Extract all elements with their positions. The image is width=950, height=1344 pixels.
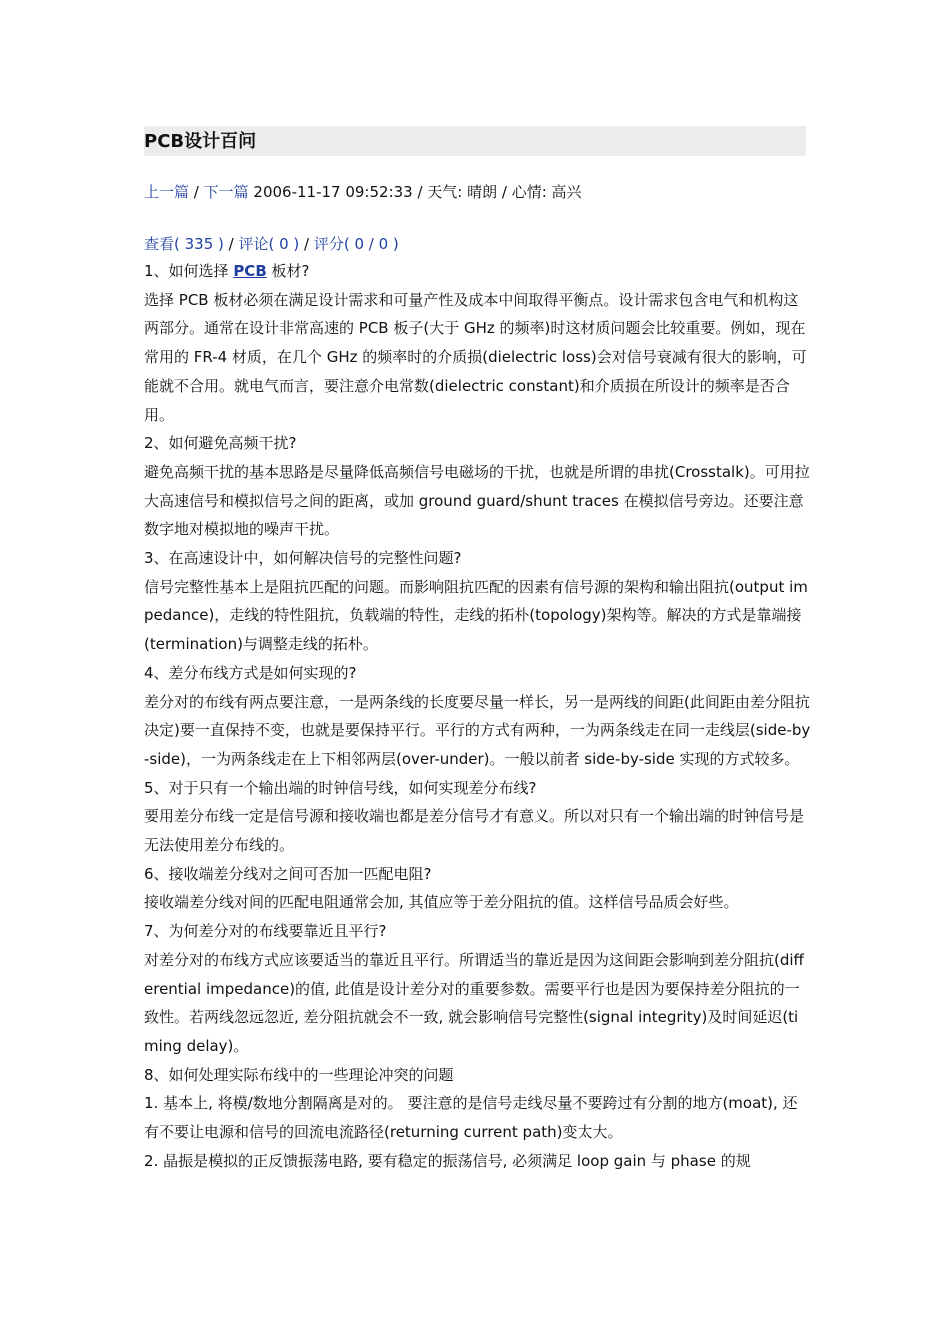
- question-3: 3、在高速设计中，如何解决信号的完整性问题?: [144, 549, 462, 568]
- answer-1: 选择 PCB 板材必须在满足设计需求和可量产性及成本中间取得平衡点。设计需求包含电气和机构这两部分。通常在设计非常高速的 PCB 板子(大于 GHz 的频率)时这材质问题会比较重要。例如，现在常用的 FR-4 材质，在几个 GHz 的频率时的介质损(dielectric loss)会对信号衰减有很大的影响，可能就不合用。就电气而言，要注意介电常数(dielectric constant)和介质损在所设计的频率是否合用。: [144, 290, 807, 424]
- comments-link[interactable]: 评论( 0 ): [238, 235, 300, 253]
- answer-2: 避免高频干扰的基本思路是尽量降低高频信号电磁场的干扰，也就是所谓的串扰(Crosstalk)。可用拉大高速信号和模拟信号之间的距离，或加 ground guard/shunt traces 在模拟信号旁边。还要注意数字地对模拟地的噪声干扰。: [144, 462, 810, 539]
- article-stats: [144, 233, 399, 255]
- answer-8-point-2: 2. 晶振是模拟的正反馈振荡电路, 要有稳定的振荡信号, 必须满足 loop gain 与 phase 的规: [144, 1151, 751, 1170]
- question-4: 4、差分布线方式是如何实现的?: [144, 663, 357, 682]
- answer-3: 信号完整性基本上是阻抗匹配的问题。而影响阻抗匹配的因素有信号源的架构和输出阻抗(output impedance)，走线的特性阻抗，负载端的特性，走线的拓朴(topology)架构等。解决的方式是靠端接(termination)与调整走线的拓朴。: [144, 577, 808, 654]
- answer-8-point-1: 1. 基本上, 将模/数地分割隔离是对的。 要注意的是信号走线尽量不要跨过有分割的地方(moat), 还有不要让电源和信号的回流电流路径(returning current path)变太大。: [144, 1094, 798, 1142]
- question-6: 6、接收端差分线对之间可否加一匹配电阻?: [144, 864, 432, 883]
- stats-separator: /: [223, 235, 239, 253]
- views-link[interactable]: 查看( 335 ): [144, 235, 224, 253]
- answer-7: 对差分对的布线方式应该要适当的靠近且平行。所谓适当的靠近是因为这间距会影响到差分阻抗(differential impedance)的值, 此值是设计差分对的重要参数。需要平行也是因为要保持差分阻抗的一致性。若两线忽远忽近, 差分阻抗就会不一致, 就会影响信号完整性(signal integrity)及时间延迟(timing delay)。: [144, 950, 804, 1055]
- article-title-bar: [144, 126, 806, 156]
- question-7: 7、为何差分对的布线要靠近且平行?: [144, 922, 387, 941]
- rating-link[interactable]: 评分( 0 / 0 ): [313, 235, 399, 253]
- answer-5: 要用差分布线一定是信号源和接收端也都是差分信号才有意义。所以对只有一个输出端的时钟信号是无法使用差分布线的。: [144, 807, 805, 855]
- article-meta: [144, 181, 582, 203]
- meta-separator: /: [189, 183, 204, 201]
- question-8: 8、如何处理实际布线中的一些理论冲突的问题: [144, 1065, 454, 1084]
- stats-separator: /: [299, 235, 314, 253]
- next-article-link[interactable]: 下一篇: [203, 183, 249, 201]
- question-5: 5、对于只有一个输出端的时钟信号线，如何实现差分布线?: [144, 778, 537, 797]
- prev-article-link[interactable]: 上一篇: [144, 183, 190, 201]
- answer-6: 接收端差分线对间的匹配电阻通常会加, 其值应等于差分阻抗的值。这样信号品质会好些。: [144, 893, 739, 912]
- article-content: [144, 257, 812, 1176]
- article-date-weather-mood: 2006-11-17 09:52:33 / 天气: 晴朗 / 心情: 高兴: [253, 183, 582, 201]
- pcb-keyword-link[interactable]: PCB: [233, 262, 267, 280]
- question-2: 2、如何避免高频干扰?: [144, 434, 297, 453]
- article-title: PCB设计百问: [144, 131, 257, 152]
- question-1: 1、如何选择 PCB 板材?: [144, 262, 310, 280]
- answer-4: 差分对的布线有两点要注意，一是两条线的长度要尽量一样长，另一是两线的间距(此间距由差分阻抗决定)要一直保持不变，也就是要保持平行。平行的方式有两种，一为两条线走在同一走线层(side-by-side)，一为两条线走在上下相邻两层(over-under)。一般以前者 side-by-side 实现的方式较多。: [144, 692, 811, 768]
